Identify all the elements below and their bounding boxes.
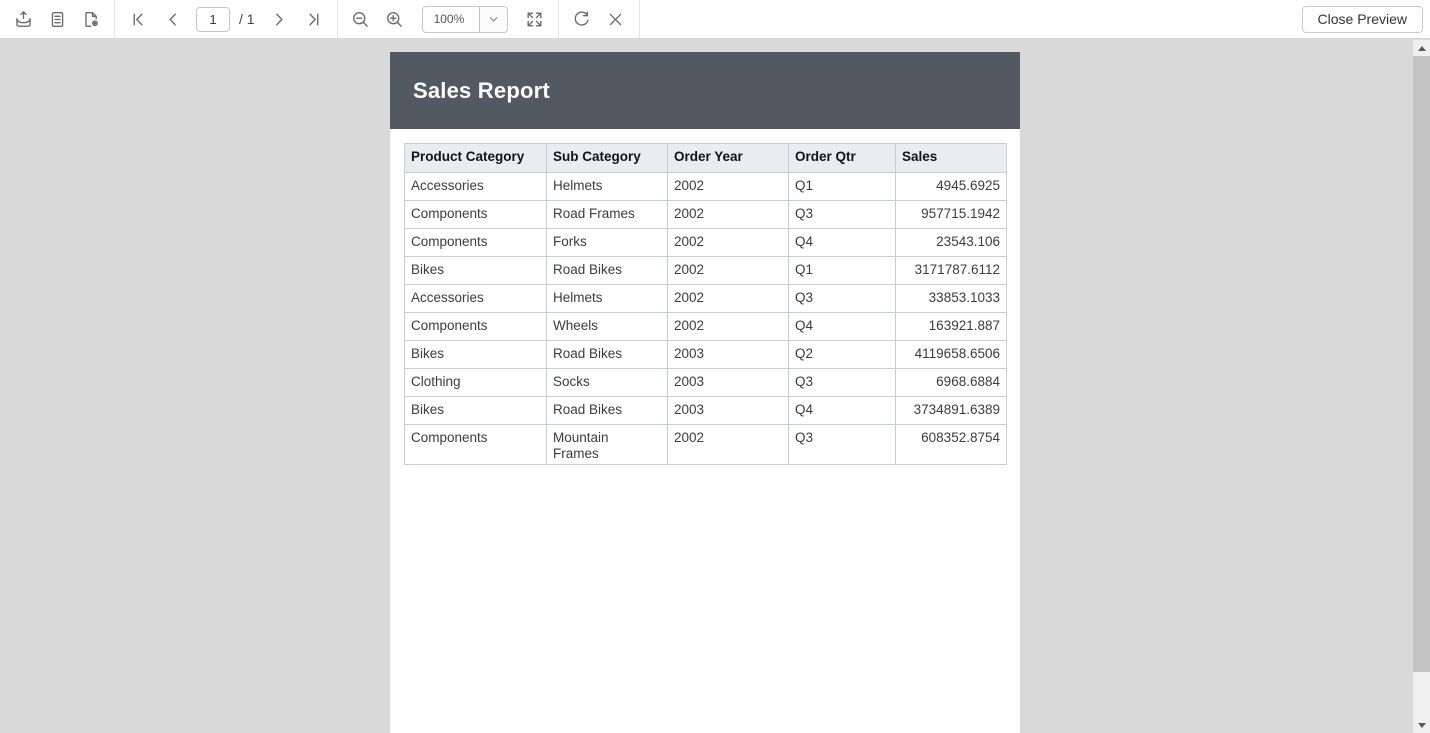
table-cell: 2003 — [668, 369, 789, 397]
table-cell: 957715.1942 — [896, 201, 1007, 229]
page-setup-icon — [82, 10, 101, 29]
report-table-wrap — [390, 129, 1020, 465]
table-cell: Road Frames — [547, 201, 668, 229]
table-row — [405, 257, 1007, 285]
table-cell: 2002 — [668, 285, 789, 313]
table-cell: Q1 — [789, 173, 896, 201]
chevron-down-icon — [487, 13, 500, 26]
table-cell: 3171787.6112 — [896, 257, 1007, 285]
zoom-dropdown-toggle[interactable] — [479, 7, 507, 32]
table-cell: Helmets — [547, 285, 668, 313]
table-cell: 2002 — [668, 257, 789, 285]
scroll-down-button[interactable] — [1413, 717, 1430, 733]
report-table-head — [405, 144, 1007, 173]
last-page-icon — [304, 10, 323, 29]
table-cell: 2002 — [668, 173, 789, 201]
scroll-up-button[interactable] — [1413, 40, 1430, 56]
table-cell: 608352.8754 — [896, 425, 1007, 465]
cancel-button[interactable] — [600, 3, 632, 35]
page-navigation-group — [115, 0, 337, 38]
table-cell: 6968.6884 — [896, 369, 1007, 397]
table-cell: Bikes — [405, 257, 547, 285]
table-header-cell: Sales — [896, 144, 1007, 173]
zoom-in-icon — [385, 10, 404, 29]
preview-canvas — [0, 40, 1413, 733]
table-cell: Q4 — [789, 229, 896, 257]
table-cell: Road Bikes — [547, 341, 668, 369]
table-cell: Clothing — [405, 369, 547, 397]
table-row — [405, 369, 1007, 397]
previous-page-button[interactable] — [156, 3, 188, 35]
zoom-level-dropdown[interactable] — [422, 6, 508, 33]
table-cell: 163921.887 — [896, 313, 1007, 341]
preview-toolbar — [0, 0, 1430, 39]
table-row — [405, 425, 1007, 465]
page-count-label: / 1 — [239, 11, 255, 27]
page-setup-button[interactable] — [75, 3, 107, 35]
table-cell: 2002 — [668, 425, 789, 465]
report-page — [390, 52, 1020, 733]
table-cell: 4119658.6506 — [896, 341, 1007, 369]
table-cell: Bikes — [405, 397, 547, 425]
table-cell: 23543.106 — [896, 229, 1007, 257]
table-cell: Bikes — [405, 341, 547, 369]
table-cell: Socks — [547, 369, 668, 397]
next-page-icon — [270, 10, 289, 29]
table-cell: Q3 — [789, 369, 896, 397]
table-row — [405, 173, 1007, 201]
table-cell: 2002 — [668, 201, 789, 229]
table-cell: 2002 — [668, 229, 789, 257]
table-row — [405, 397, 1007, 425]
table-cell: Components — [405, 313, 547, 341]
report-table — [404, 143, 1007, 465]
table-cell: Q4 — [789, 313, 896, 341]
table-cell: Road Bikes — [547, 397, 668, 425]
last-page-button[interactable] — [298, 3, 330, 35]
table-header-cell: Product Category — [405, 144, 547, 173]
table-cell: Mountain Frames — [547, 425, 668, 465]
refresh-button[interactable] — [566, 3, 598, 35]
export-group — [0, 0, 114, 38]
previous-page-icon — [163, 10, 182, 29]
toolbar-separator — [639, 0, 640, 38]
cancel-icon — [606, 10, 625, 29]
table-row — [405, 341, 1007, 369]
vertical-scrollbar[interactable] — [1413, 40, 1430, 733]
fit-to-page-icon — [525, 10, 544, 29]
report-title-band — [390, 52, 1020, 129]
table-cell: Q3 — [789, 285, 896, 313]
table-cell: Q3 — [789, 425, 896, 465]
close-preview-button[interactable]: Close Preview — [1302, 6, 1423, 33]
report-table-body — [405, 173, 1007, 465]
table-cell: Wheels — [547, 313, 668, 341]
table-header-cell: Sub Category — [547, 144, 668, 173]
first-page-button[interactable] — [122, 3, 154, 35]
table-cell: Q4 — [789, 397, 896, 425]
table-row — [405, 285, 1007, 313]
table-row — [405, 313, 1007, 341]
zoom-level-value: 100% — [433, 12, 465, 26]
triangle-up-icon — [1418, 46, 1426, 51]
table-cell: Components — [405, 425, 547, 465]
zoom-out-icon — [351, 10, 370, 29]
next-page-button[interactable] — [264, 3, 296, 35]
table-header-cell: Order Qtr — [789, 144, 896, 173]
table-cell: Road Bikes — [547, 257, 668, 285]
first-page-icon — [129, 10, 148, 29]
export-icon — [14, 10, 33, 29]
print-layout-button[interactable] — [41, 3, 73, 35]
table-cell: Helmets — [547, 173, 668, 201]
table-cell: Components — [405, 229, 547, 257]
table-cell: 33853.1033 — [896, 285, 1007, 313]
page-number-input[interactable] — [196, 7, 230, 32]
table-cell: 2003 — [668, 341, 789, 369]
table-header-cell: Order Year — [668, 144, 789, 173]
table-cell: Q2 — [789, 341, 896, 369]
refresh-group — [559, 0, 639, 38]
table-cell: 4945.6925 — [896, 173, 1007, 201]
triangle-down-icon — [1418, 723, 1426, 728]
document-icon — [48, 10, 67, 29]
report-title: Sales Report — [413, 78, 550, 103]
fit-to-page-button[interactable] — [519, 3, 551, 35]
refresh-icon — [572, 10, 591, 29]
table-cell: 2002 — [668, 313, 789, 341]
zoom-out-button[interactable] — [345, 3, 377, 35]
zoom-in-button[interactable] — [379, 3, 411, 35]
table-cell: Forks — [547, 229, 668, 257]
table-cell: Components — [405, 201, 547, 229]
zoom-group — [338, 0, 558, 38]
table-cell: Q1 — [789, 257, 896, 285]
table-cell: Accessories — [405, 285, 547, 313]
export-button[interactable] — [7, 3, 39, 35]
table-row — [405, 229, 1007, 257]
table-cell: 3734891.6389 — [896, 397, 1007, 425]
table-row — [405, 201, 1007, 229]
table-cell: 2003 — [668, 397, 789, 425]
table-cell: Q3 — [789, 201, 896, 229]
table-cell: Accessories — [405, 173, 547, 201]
scrollbar-thumb[interactable] — [1413, 56, 1430, 672]
table-header-row — [405, 144, 1007, 173]
